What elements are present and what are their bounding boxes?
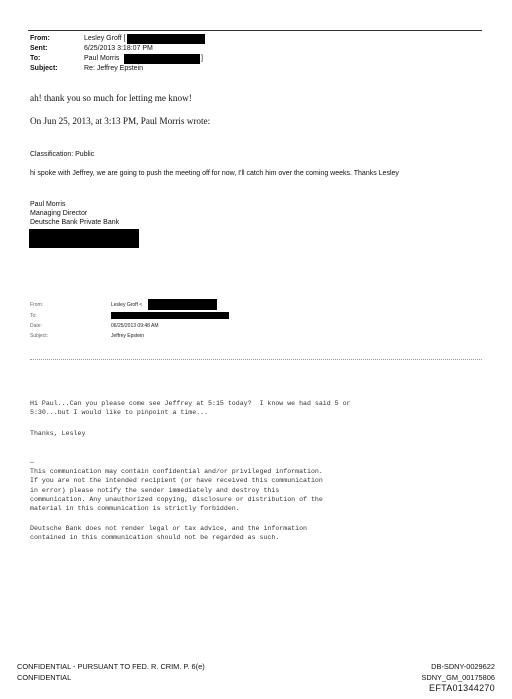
footer-bates-sdny: SDNY_GM_00175806 (421, 673, 495, 682)
signature-name: Paul Morris (30, 201, 66, 208)
signature-title: Managing Director (30, 210, 88, 217)
footer-confidential: CONFIDENTIAL (17, 673, 72, 682)
original-closing: Thanks, Lesley (30, 430, 86, 437)
disclaimer-dash: — (30, 459, 34, 466)
orig-from-label: From: (30, 302, 44, 308)
to-close-bracket: ] (201, 55, 203, 62)
top-rule (28, 30, 482, 31)
message-body: hi spoke with Jeffrey, we are going to push the meeting off for now, I'll catch him over the coming weeks. Thanks Lesley (30, 170, 399, 177)
footer-bates-efta: EFTA01344270 (429, 683, 495, 693)
redaction-box (127, 34, 205, 44)
redaction-box (29, 229, 139, 248)
signature-company: Deutsche Bank Private Bank (30, 219, 120, 226)
orig-subject-label: Subject: (30, 333, 49, 339)
from-value: Lesley Groff [ (84, 35, 126, 42)
to-label: To: (30, 55, 41, 62)
footer-bates-db: DB-SDNY-0029622 (431, 662, 495, 671)
to-value: Paul Morris (84, 55, 120, 62)
orig-from-value: Lesley Groff < (111, 302, 143, 308)
subject-label: Subject: (30, 65, 58, 72)
orig-to-label: To: (30, 313, 37, 319)
from-label: From: (30, 35, 50, 42)
subject-value: Re: Jeffrey Epstein (84, 65, 144, 72)
orig-subject-value: Jeffrey Epstein (111, 333, 144, 339)
legal-advice-text: Deutsche Bank does not render legal or tax advice, and the information contained in this communication should not be regarded as such. (30, 525, 307, 542)
original-message-body: Hi Paul...Can you please come see Jeffrey at 5:15 today? I know we had said 5 or 5:30...but I would like to pinpoint a time... (30, 400, 351, 417)
classification-text: Classification: Public (30, 151, 95, 158)
disclaimer-text: This communication may contain confidential and/or privileged information. If you are not the intended recipient (or have received this communication in error) please notify the sender immediately and destroy this communication. Any unauthorized copying, disclosure or distribution of the material in this communication is strictly forbidden. (30, 468, 323, 513)
quote-intro: On Jun 25, 2013, at 3:13 PM, Paul Morris wrote: (30, 116, 211, 126)
reply-line: ah! thank you so much for letting me know! (30, 93, 192, 103)
redaction-box (148, 299, 217, 310)
sent-label: Sent: (30, 45, 48, 52)
sent-value: 6/25/2013 3:18:07 PM (84, 45, 153, 52)
orig-date-value: 06/25/2013 09:48 AM (111, 323, 159, 329)
redaction-box (124, 54, 200, 64)
orig-date-label: Date: (30, 323, 42, 329)
redaction-box (111, 312, 229, 319)
footer-confidential-rule: CONFIDENTIAL - PURSUANT TO FED. R. CRIM. P. 6(e) (17, 662, 205, 671)
separator-rule (30, 359, 482, 360)
